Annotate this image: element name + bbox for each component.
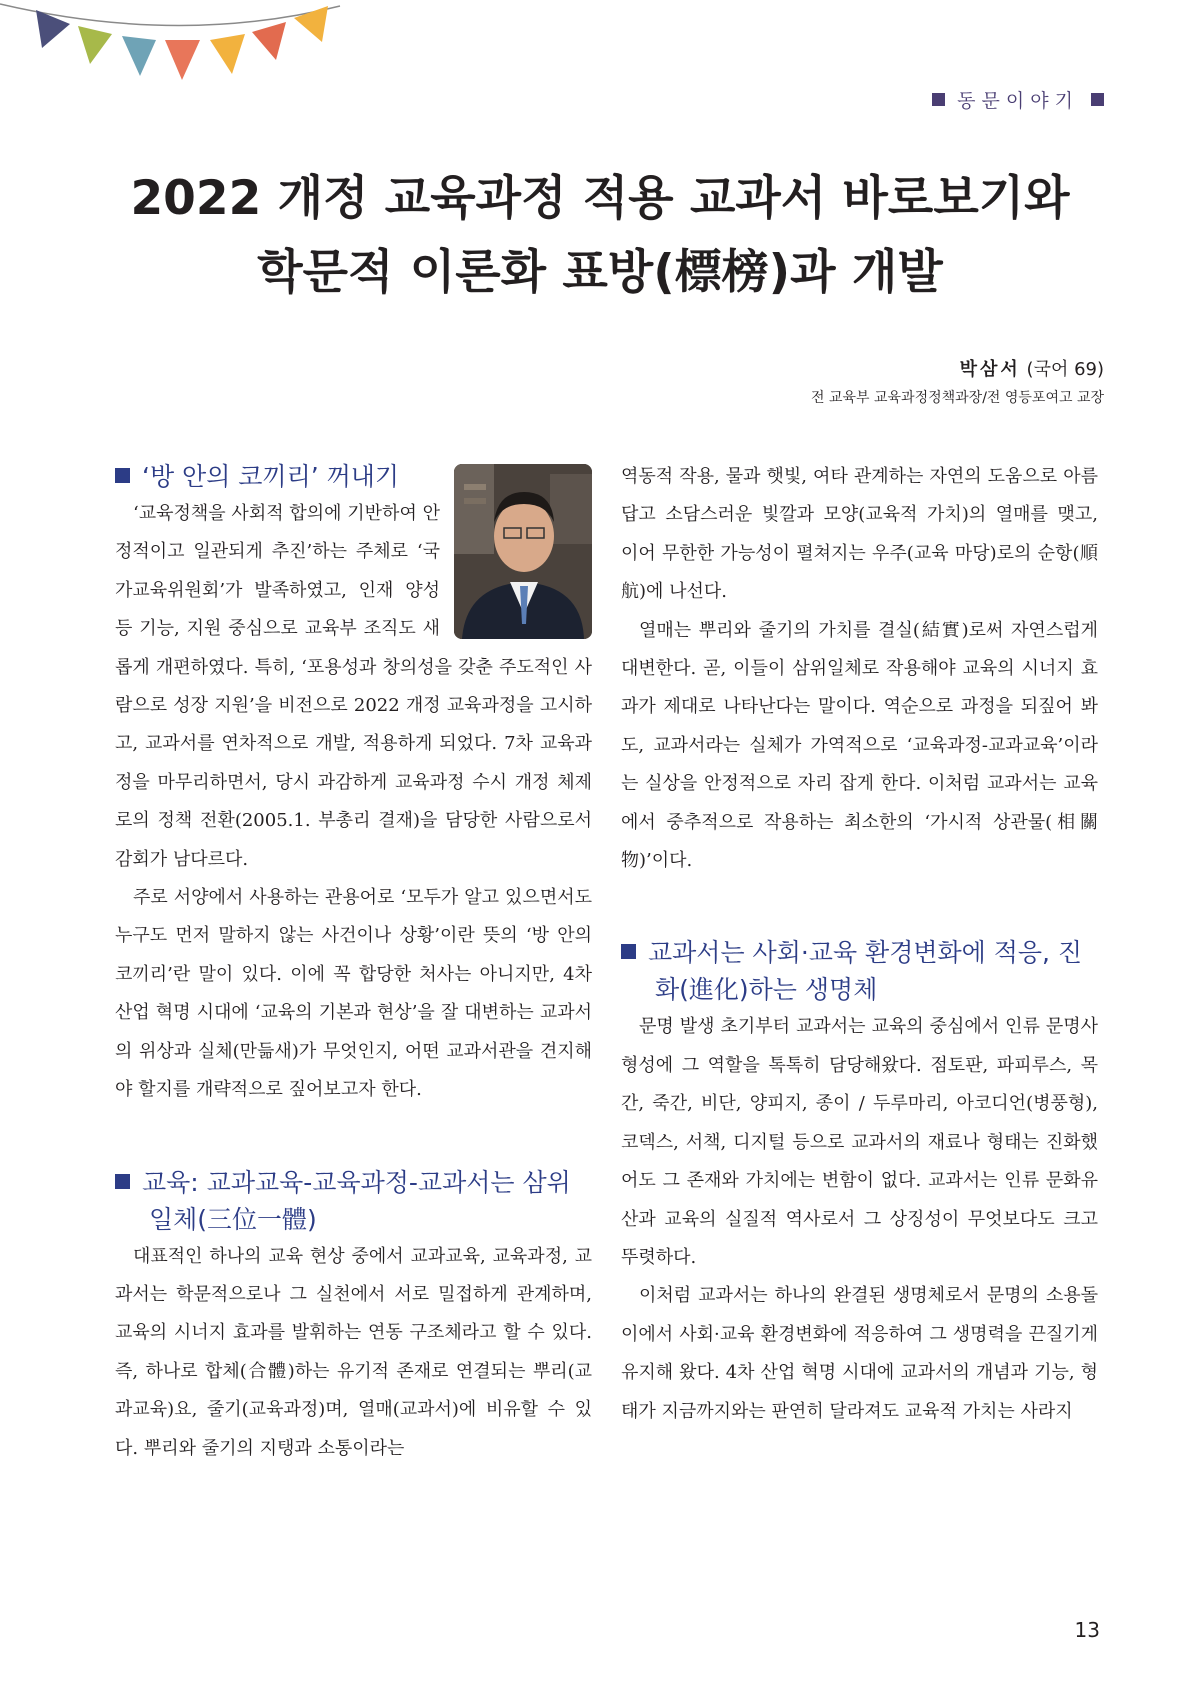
author-affiliation: (국어 69) xyxy=(1026,359,1104,380)
square-bullet-icon xyxy=(115,468,130,483)
author-name: 박삼서 xyxy=(959,359,1021,380)
right-column xyxy=(621,458,1098,1431)
paragraph: ‘교육정책을 사회적 합의에 기반하여 안정적이고 일관되게 추진’하는 주체로 ‘국가교육위원회’가 발족하였고, 인재 양성 등 기능, 지원 중심으로 교육부 조직도 새롭게 개편하였다. 특히, ‘포용성과 창의성을 갖춘 주도적인 사람으로 성장 지원’을 비전으로 2022 개정 교육과정을 고시하고, 교과서를 연차적으로 개발, 적용하게 되었다. 7차 교육과정을 마무리하면서, 당시 과감하게 교육과정 수시 개정 체제로의 정책 전환(2005.1. 부총리 결재)을 담당한 사람으로서 감회가 남다르다. xyxy=(115,503,592,870)
square-bullet-icon xyxy=(1091,93,1104,106)
square-bullet-icon xyxy=(932,93,945,106)
paragraph: 열매는 뿌리와 줄기의 가치를 결실(結實)로써 자연스럽게 대변한다. 곧, 이들이 삼위일체로 작용해야 교육의 시너지 효과가 제대로 나타난다는 말이다. 역순으로 과정을 되짚어 봐도, 교과서라는 실체가 가역적으로 ‘교육과정-교과교육’이라는 실상을 안정적으로 자리 잡게 한다. 이처럼 교과서는 교육에서 중추적으로 작용하는 최소한의 ‘가시적 상관물(相關物)’이다. xyxy=(621,619,1098,872)
author-block xyxy=(811,355,1104,411)
left-column xyxy=(115,458,592,1468)
paragraph: 주로 서양에서 사용하는 관용어로 ‘모두가 알고 있으면서도 누구도 먼저 말하지 않는 사건이나 상황’이란 뜻의 ‘방 안의 코끼리’란 말이 있다. 이에 꼭 합당한 처사는 아니지만, 4차 산업 혁명 시대에 ‘교육의 기본과 현상’을 잘 대변하는 교과서의 위상과 실체(만듦새)가 무엇인지, 어떤 교과서관을 견지해야 할지를 개략적으로 짚어보고자 한다. xyxy=(115,887,592,1101)
article-title xyxy=(60,162,1140,310)
section-tag-label: 동문이야기 xyxy=(957,90,1079,112)
section-gap xyxy=(115,1110,592,1164)
section-heading: 교육: 교과교육-교육과정-교과서는 삼위일체(三位一體) xyxy=(115,1164,592,1238)
paragraph: 대표적인 하나의 교육 현상 중에서 교과교육, 교육과정, 교과서는 학문적으로나 그 실천에서 서로 밀접하게 관계하며, 교육의 시너지 효과를 발휘하는 연동 구조체라고 할 수 있다. 즉, 하나로 합체(合體)하는 유기적 존재로 연결되는 뿌리(교과교육)요, 줄기(교육과정)며, 열매(교과서)에 비유할 수 있다. 뿌리와 줄기의 지탱과 소통이라는 xyxy=(115,1245,592,1459)
section-heading: 교과서는 사회·교육 환경변화에 적응, 진화(進化)하는 생명체 xyxy=(621,934,1098,1008)
bunting-decoration xyxy=(0,0,380,110)
author-photo xyxy=(454,464,592,639)
section-heading: ‘방 안의 코끼리’ 꺼내기 xyxy=(115,458,592,495)
square-bullet-icon xyxy=(115,1174,130,1189)
paragraph: 문명 발생 초기부터 교과서는 교육의 중심에서 인류 문명사 형성에 그 역할을 톡톡히 담당해왔다. 점토판, 파피루스, 목간, 죽간, 비단, 양피지, 종이 / 두루마리, 아코디언(병풍형), 코덱스, 서책, 디지털 등으로 교과서의 재료나 형태는 진화했어도 그 존재와 가치에는 변함이 없다. 교과서는 인류 문화유산과 교육의 실질적 역사로서 그 상징성이 무엇보다도 크고 뚜렷하다. xyxy=(621,1016,1098,1268)
paragraph: 이처럼 교과서는 하나의 완결된 생명체로서 문명의 소용돌이에서 사회·교육 환경변화에 적응하여 그 생명력을 끈질기게 유지해 왔다. 4차 산업 혁명 시대에 교과서의 개념과 기능, 형태가 지금까지와는 판연히 달라져도 교육적 가치는 사라지 xyxy=(621,1285,1098,1422)
square-bullet-icon xyxy=(621,944,636,959)
page-number: 13 xyxy=(1074,1618,1100,1642)
title-line-1: 2022 개정 교육과정 적용 교과서 바로보기와 xyxy=(130,171,1070,226)
author-position: 전 교육부 교육과정정책과장/전 영등포여고 교장 xyxy=(811,390,1104,406)
title-line-2: 학문적 이론화 표방(標榜)과 개발 xyxy=(257,245,943,300)
section-tag xyxy=(932,86,1104,113)
section-gap xyxy=(621,880,1098,934)
paragraph: 역동적 작용, 물과 햇빛, 여타 관계하는 자연의 도움으로 아름답고 소담스러운 빛깔과 모양(교육적 가치)의 열매를 맺고, 이어 무한한 가능성이 펼쳐지는 우주(교육 마당)로의 순항(順航)에 나선다. xyxy=(621,466,1098,603)
